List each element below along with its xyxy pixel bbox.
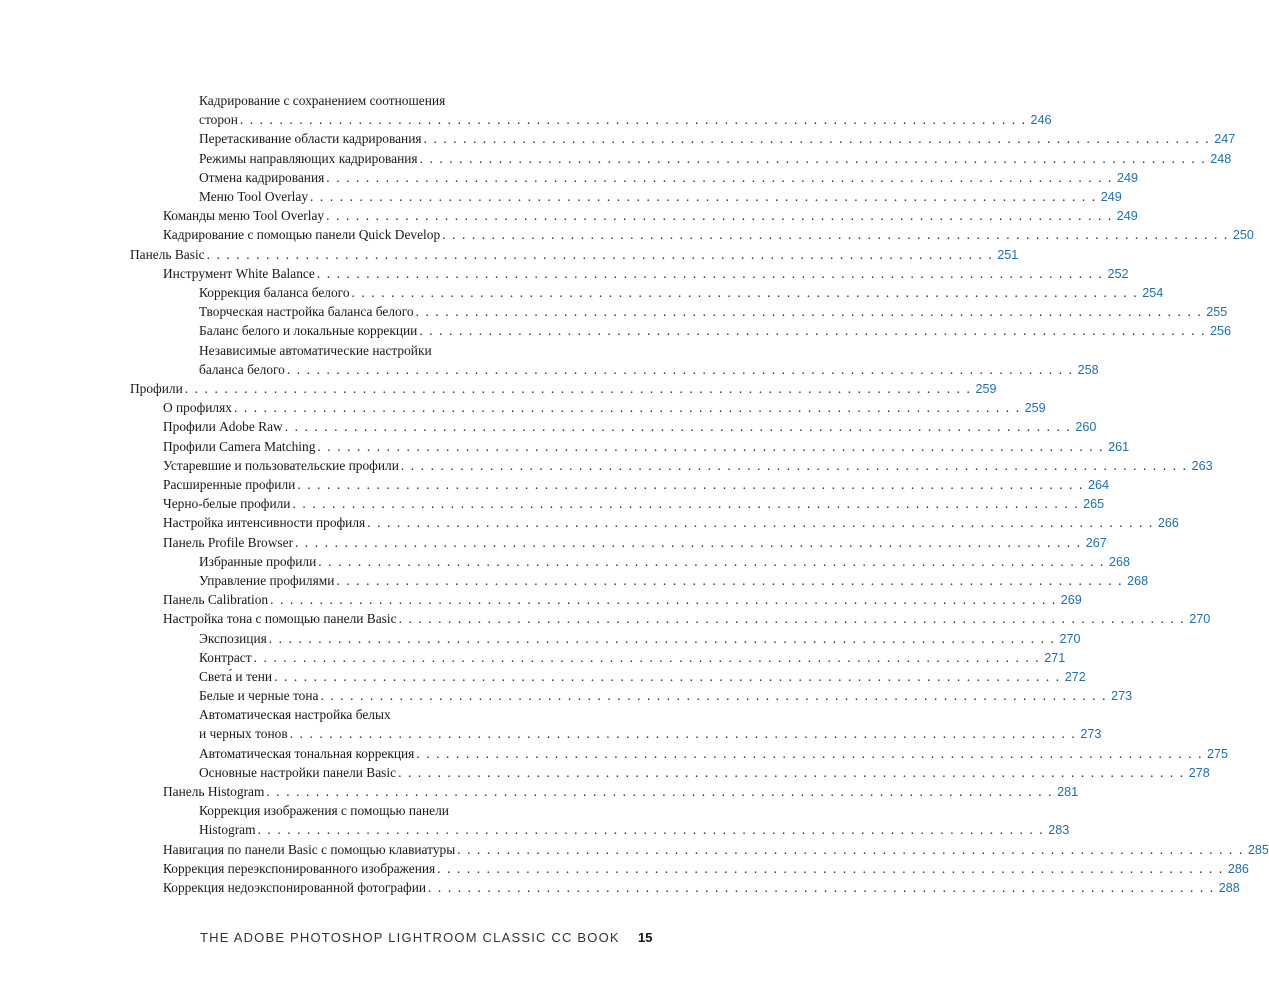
toc-page-number: 285: [1247, 842, 1269, 857]
toc-entry[interactable]: [163, 609, 1211, 629]
toc-entry[interactable]: [163, 398, 1046, 418]
toc-entry[interactable]: [163, 590, 1082, 610]
toc-page-number: 286: [1227, 862, 1249, 876]
toc-entry[interactable]: [199, 552, 1130, 572]
toc-entry[interactable]: [163, 533, 1107, 553]
toc-entry-title: Настройка интенсивности профиля: [163, 515, 366, 531]
toc-page-number: 255: [1206, 305, 1228, 320]
dot-leader: . . . . . . . . . . . . . . . . . . . . . . . . . . . . . . . . . . . . . . . . . . . . . . . . . . . . . . . . . . . . . . . . . . . . . . . . . . . . . . . .: [419, 150, 1207, 166]
toc-entry[interactable]: [163, 206, 1138, 226]
toc-entry[interactable]: [199, 341, 1099, 380]
toc-page-number: 252: [1107, 266, 1129, 281]
toc-page-number: 269: [1060, 593, 1082, 608]
toc-page-number: 249: [1116, 209, 1138, 224]
toc-entry-title: Света́ и тени: [199, 669, 273, 684]
toc-entry[interactable]: [163, 475, 1110, 495]
dot-leader: . . . . . . . . . . . . . . . . . . . . . . . . . . . . . . . . . . . . . . . . . . . . . . . . . . . . . . . . . . . . . . . . . . . . . . . . . . . . . . . .: [423, 131, 1211, 147]
page-number: 15: [638, 930, 653, 945]
toc-entry[interactable]: [163, 225, 1254, 245]
toc-page-number: 267: [1085, 535, 1107, 550]
toc-entry[interactable]: [163, 840, 1269, 860]
dot-leader: . . . . . . . . . . . . . . . . . . . . . . . . . . . . . . . . . . . . . . . . . . . . . . . . . . . . . . . . . . . . . . . . . . . . . . . . . . . . . . . .: [253, 649, 1041, 665]
dot-leader: . . . . . . . . . . . . . . . . . . . . . . . . . . . . . . . . . . . . . . . . . . . . . . . . . . . . . . . . . . . . . . . . . . . . . . . . . . . . . . . .: [295, 534, 1082, 550]
toc-page-number: 281: [1057, 785, 1079, 800]
toc-entry[interactable]: [199, 302, 1228, 322]
toc-entry-title: Кадрирование с помощью панели Quick Develop: [163, 227, 441, 243]
toc-entry[interactable]: [199, 667, 1086, 687]
dot-leader: . . . . . . . . . . . . . . . . . . . . . . . . . . . . . . . . . . . . . . . . . . . . . . . . . . . . . . . . . . . . . . . . . . . . . . . . . . . . . . . .: [326, 208, 1113, 224]
toc-entry-title: Расширенные профили: [163, 477, 296, 492]
toc-page-number: 259: [975, 382, 997, 396]
toc-entry[interactable]: [199, 321, 1232, 341]
toc-page-number: 283: [1048, 823, 1070, 838]
toc-entry-title: и черных тонов: [199, 726, 288, 742]
dot-leader: . . . . . . . . . . . . . . . . . . . . . . . . . . . . . . . . . . . . . . . . . . . . . . . . . . . . . . . . . . . . . . . . . . . . . . . . . . . . . . . .: [239, 112, 1027, 127]
toc-entry[interactable]: [163, 494, 1105, 514]
dot-leader: . . . . . . . . . . . . . . . . . . . . . . . . . . . . . . . . . . . . . . . . . . . . . . . . . . . . . . . . . . . . . . . . . . . . . . . . . . . . . . . .: [351, 285, 1139, 300]
dot-leader: . . . . . . . . . . . . . . . . . . . . . . . . . . . . . . . . . . . . . . . . . . . . . . . . . . . . . . . . . . . . . . . . . . . . . . . . . . . . . . . .: [286, 361, 1074, 377]
dot-leader: . . . . . . . . . . . . . . . . . . . . . . . . . . . . . . . . . . . . . . . . . . . . . . . . . . . . . . . . . . . . . . . . . . . . . . . . . . . . . . . .: [257, 822, 1045, 838]
toc-entry[interactable]: [163, 859, 1249, 879]
toc-page-number: 273: [1080, 727, 1102, 742]
toc-entry[interactable]: [199, 91, 1052, 130]
dot-leader: . . . . . . . . . . . . . . . . . . . . . . . . . . . . . . . . . . . . . . . . . . . . . . . . . . . . . . . . . . . . . . . . . . . . . . . . . . . . . . . .: [419, 323, 1207, 339]
toc-entry-title: сторон: [199, 112, 238, 127]
toc-page-number: 266: [1157, 516, 1179, 531]
toc-page-number: 288: [1218, 881, 1240, 896]
toc-entry-title: Контраст: [199, 649, 252, 665]
toc-entry-title: Автоматическая настройка белых: [199, 707, 391, 723]
page-footer: [200, 930, 660, 945]
toc-entry-title: Белые и черные тона: [199, 688, 319, 704]
toc-entry-title: Коррекция недоэкспонированной фотографии: [163, 880, 427, 896]
toc-entry-title: Отмена кадрирования: [199, 169, 325, 185]
toc-entry[interactable]: [199, 686, 1133, 706]
toc-entry[interactable]: [163, 513, 1179, 533]
toc-entry[interactable]: [199, 801, 1070, 840]
toc-entry[interactable]: [199, 705, 1102, 744]
toc-entry-title: Экспозиция: [199, 630, 267, 646]
toc-page-number: 268: [1108, 554, 1130, 569]
toc-entry[interactable]: [163, 782, 1079, 802]
toc-entry-title: Черно-белые профили: [163, 496, 291, 512]
dot-leader: . . . . . . . . . . . . . . . . . . . . . . . . . . . . . . . . . . . . . . . . . . . . . . . . . . . . . . . . . . . . . . . . . . . . . . . . . . . . . . . .: [317, 438, 1105, 454]
dot-leader: . . . . . . . . . . . . . . . . . . . . . . . . . . . . . . . . . . . . . . . . . . . . . . . . . . . . . . . . . . . . . . . . . . . . . . . . . . . . . . . .: [428, 880, 1215, 896]
toc-entry-title: Баланс белого и локальные коррекции: [199, 323, 418, 339]
toc-entry[interactable]: [130, 245, 1019, 265]
toc-entry-title: Профили Camera Matching: [163, 438, 316, 454]
dot-leader: . . . . . . . . . . . . . . . . . . . . . . . . . . . . . . . . . . . . . . . . . . . . . . . . . . . . . . . . . . . . . . . . . . . . . . . . . . . . . . . .: [318, 553, 1105, 569]
dot-leader: . . . . . . . . . . . . . . . . . . . . . . . . . . . . . . . . . . . . . . . . . . . . . . . . . . . . . . . . . . . . . . . . . . . . . . . . . . . . . . . .: [326, 169, 1113, 185]
toc-entry[interactable]: [199, 571, 1149, 591]
toc-entry-title: Автоматическая тональная коррекция: [199, 745, 415, 761]
dot-leader: . . . . . . . . . . . . . . . . . . . . . . . . . . . . . . . . . . . . . . . . . . . . . . . . . . . . . . . . . . . . . . . . . . . . . . . . . . . . . . . .: [184, 381, 972, 396]
toc-entry[interactable]: [199, 648, 1066, 668]
toc-page-number: 249: [1100, 190, 1122, 204]
toc-page-number: 250: [1232, 228, 1254, 243]
toc-entry-title: Независимые автоматические настройки: [199, 342, 432, 358]
toc-entry[interactable]: [199, 629, 1081, 649]
toc-entry-title: Команды меню Tool Overlay: [163, 208, 325, 224]
dot-leader: . . . . . . . . . . . . . . . . . . . . . . . . . . . . . . . . . . . . . . . . . . . . . . . . . . . . . . . . . . . . . . . . . . . . . . . . . . . . . . . .: [336, 573, 1124, 588]
toc-page-number: 260: [1075, 420, 1097, 435]
toc-entry-title: Коррекция баланса белого: [199, 285, 350, 300]
toc-entry[interactable]: [130, 379, 997, 399]
toc-entry-title: Histogram: [199, 822, 256, 838]
toc-entry[interactable]: [199, 149, 1232, 169]
toc-page-number: 271: [1044, 650, 1066, 665]
dot-leader: . . . . . . . . . . . . . . . . . . . . . . . . . . . . . . . . . . . . . . . . . . . . . . . . . . . . . . . . . . . . . . . . . . . . . . . . . . . . . . . .: [320, 688, 1108, 704]
toc-page-number: 268: [1127, 574, 1149, 588]
dot-leader: . . . . . . . . . . . . . . . . . . . . . . . . . . . . . . . . . . . . . . . . . . . . . . . . . . . . . . . . . . . . . . . . . . . . . . . . . . . . . . . .: [316, 265, 1104, 281]
dot-leader: . . . . . . . . . . . . . . . . . . . . . . . . . . . . . . . . . . . . . . . . . . . . . . . . . . . . . . . . . . . . . . . . . . . . . . . . . . . . . . . .: [416, 745, 1204, 761]
toc-page-number: 264: [1088, 478, 1110, 492]
dot-leader: . . . . . . . . . . . . . . . . . . . . . . . . . . . . . . . . . . . . . . . . . . . . . . . . . . . . . . . . . . . . . . . . . . . . . . . . . . . . . . . .: [442, 227, 1229, 243]
toc-entry-title: Панель Basic: [130, 246, 205, 262]
dot-leader: . . . . . . . . . . . . . . . . . . . . . . . . . . . . . . . . . . . . . . . . . . . . . . . . . . . . . . . . . . . . . . . . . . . . . . . . . . . . . . . .: [437, 861, 1224, 876]
toc-entry[interactable]: [163, 878, 1240, 898]
toc-entry-title: баланса белого: [199, 361, 285, 377]
toc-page-number: 248: [1210, 151, 1232, 166]
book-title: THE ADOBE PHOTOSHOP LIGHTROOM CLASSIC CC BOOK: [200, 930, 620, 945]
dot-leader: . . . . . . . . . . . . . . . . . . . . . . . . . . . . . . . . . . . . . . . . . . . . . . . . . . . . . . . . . . . . . . . . . . . . . . . . . . . . . . . .: [398, 611, 1186, 627]
toc-entry-title: Панель Profile Browser: [163, 534, 294, 550]
toc-entry-title: Меню Tool Overlay: [199, 189, 309, 204]
toc-page-number: 254: [1142, 286, 1164, 300]
toc-entry[interactable]: [163, 417, 1097, 437]
toc-entry-title: Перетаскивание области кадрирования: [199, 131, 422, 147]
toc-entry-title: Настройка тона с помощью панели Basic: [163, 611, 397, 627]
toc-page-number: 261: [1108, 439, 1130, 454]
toc-page-number: 270: [1189, 612, 1211, 627]
toc-entry-title: Коррекция переэкспонированного изображения: [163, 861, 436, 876]
dot-leader: . . . . . . . . . . . . . . . . . . . . . . . . . . . . . . . . . . . . . . . . . . . . . . . . . . . . . . . . . . . . . . . . . . . . . . . . . . . . . . . .: [270, 592, 1057, 608]
dot-leader: . . . . . . . . . . . . . . . . . . . . . . . . . . . . . . . . . . . . . . . . . . . . . . . . . . . . . . . . . . . . . . . . . . . . . . . . . . . . . . . .: [292, 496, 1080, 512]
dot-leader: . . . . . . . . . . . . . . . . . . . . . . . . . . . . . . . . . . . . . . . . . . . . . . . . . . . . . . . . . . . . . . . . . . . . . . . . . . . . . . . .: [206, 246, 994, 262]
toc-page-number: 272: [1064, 670, 1086, 684]
toc-entry-title: Коррекция изображения с помощью панели: [199, 803, 449, 819]
toc-page-number: 275: [1207, 746, 1229, 761]
toc-entry-title: Основные настройки панели Basic: [199, 765, 397, 780]
toc-page-number: 249: [1116, 170, 1138, 185]
toc-page-number: 246: [1030, 113, 1052, 127]
toc-entry-title: Режимы направляющих кадрирования: [199, 150, 418, 166]
dot-leader: . . . . . . . . . . . . . . . . . . . . . . . . . . . . . . . . . . . . . . . . . . . . . . . . . . . . . . . . . . . . . . . . . . . . . . . . . . . . . . . .: [297, 477, 1085, 492]
dot-leader: . . . . . . . . . . . . . . . . . . . . . . . . . . . . . . . . . . . . . . . . . . . . . . . . . . . . . . . . . . . . . . . . . . . . . . . . . . . . . . . .: [398, 765, 1185, 780]
toc-entry[interactable]: [199, 283, 1164, 303]
toc-page-number: 259: [1024, 401, 1046, 416]
toc-page-number: 278: [1188, 766, 1210, 780]
toc-page-number: 263: [1191, 458, 1213, 473]
dot-leader: . . . . . . . . . . . . . . . . . . . . . . . . . . . . . . . . . . . . . . . . . . . . . . . . . . . . . . . . . . . . . . . . . . . . . . . . . . . . . . . .: [266, 784, 1054, 800]
toc-entry-title: Творческая настройка баланса белого: [199, 304, 414, 320]
toc-entry-title: Профили Adobe Raw: [163, 419, 283, 435]
dot-leader: . . . . . . . . . . . . . . . . . . . . . . . . . . . . . . . . . . . . . . . . . . . . . . . . . . . . . . . . . . . . . . . . . . . . . . . . . . . . . . . .: [284, 419, 1072, 435]
toc-entry[interactable]: [199, 744, 1229, 764]
dot-leader: . . . . . . . . . . . . . . . . . . . . . . . . . . . . . . . . . . . . . . . . . . . . . . . . . . . . . . . . . . . . . . . . . . . . . . . . . . . . . . . .: [310, 189, 1097, 204]
toc-page-number: 265: [1083, 497, 1105, 512]
dot-leader: . . . . . . . . . . . . . . . . . . . . . . . . . . . . . . . . . . . . . . . . . . . . . . . . . . . . . . . . . . . . . . . . . . . . . . . . . . . . . . . .: [367, 515, 1154, 531]
toc-entry-title: Панель Calibration: [163, 592, 269, 608]
toc-entry[interactable]: [199, 763, 1210, 783]
toc-entry[interactable]: [199, 168, 1138, 188]
toc-entry-title: Кадрирование с сохранением соотношения: [199, 93, 446, 108]
toc-entry[interactable]: [199, 129, 1236, 149]
toc-entry[interactable]: [163, 437, 1130, 457]
dot-leader: . . . . . . . . . . . . . . . . . . . . . . . . . . . . . . . . . . . . . . . . . . . . . . . . . . . . . . . . . . . . . . . . . . . . . . . . . . . . . . . .: [289, 726, 1077, 742]
toc-page-number: 247: [1214, 132, 1236, 147]
dot-leader: . . . . . . . . . . . . . . . . . . . . . . . . . . . . . . . . . . . . . . . . . . . . . . . . . . . . . . . . . . . . . . . . . . . . . . . . . . . . . . . .: [233, 400, 1021, 416]
toc-page-number: 258: [1077, 362, 1099, 377]
dot-leader: . . . . . . . . . . . . . . . . . . . . . . . . . . . . . . . . . . . . . . . . . . . . . . . . . . . . . . . . . . . . . . . . . . . . . . . . . . . . . . . .: [268, 630, 1056, 646]
dot-leader: . . . . . . . . . . . . . . . . . . . . . . . . . . . . . . . . . . . . . . . . . . . . . . . . . . . . . . . . . . . . . . . . . . . . . . . . . . . . . . . .: [457, 841, 1244, 857]
toc-entry-title: Инструмент White Balance: [163, 265, 315, 281]
toc-entry[interactable]: [163, 264, 1129, 284]
toc-entry-title: Управление профилями: [199, 573, 335, 588]
toc-page-number: 256: [1210, 324, 1232, 339]
toc-page-number: 273: [1111, 689, 1133, 704]
toc-entry-title: Избранные профили: [199, 553, 317, 569]
toc-entry-title: Панель Histogram: [163, 784, 265, 800]
toc-entry-title: Устаревшие и пользовательские профили: [163, 457, 399, 473]
toc-entry[interactable]: [163, 456, 1213, 476]
toc-entry[interactable]: [199, 187, 1122, 207]
toc-entry-title: Навигация по панели Basic с помощью клавиатуры: [163, 841, 456, 857]
dot-leader: . . . . . . . . . . . . . . . . . . . . . . . . . . . . . . . . . . . . . . . . . . . . . . . . . . . . . . . . . . . . . . . . . . . . . . . . . . . . . . . .: [415, 304, 1203, 320]
toc-entry-title: Профили: [130, 381, 183, 396]
toc-page-number: 251: [997, 247, 1019, 262]
toc-page-number: 270: [1059, 631, 1081, 646]
toc-entry-title: О профилях: [163, 400, 232, 416]
dot-leader: . . . . . . . . . . . . . . . . . . . . . . . . . . . . . . . . . . . . . . . . . . . . . . . . . . . . . . . . . . . . . . . . . . . . . . . . . . . . . . . .: [400, 457, 1188, 473]
dot-leader: . . . . . . . . . . . . . . . . . . . . . . . . . . . . . . . . . . . . . . . . . . . . . . . . . . . . . . . . . . . . . . . . . . . . . . . . . . . . . . . .: [274, 669, 1061, 684]
